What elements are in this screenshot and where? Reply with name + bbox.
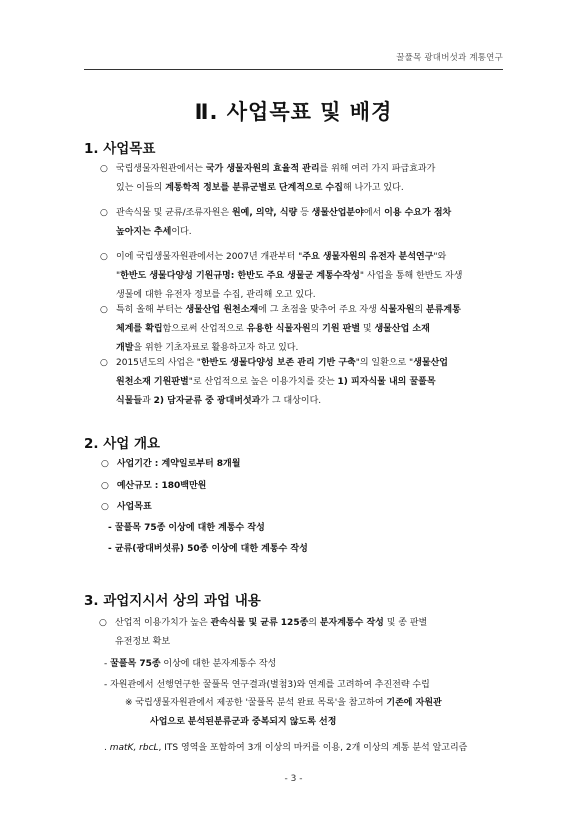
text: 유용한 식물자원	[246, 324, 311, 334]
circle-bullet: ○	[100, 305, 108, 315]
text: 국립생물자원관에서는	[116, 164, 206, 174]
text: 국가 생물자원의 효율적 관리	[205, 164, 320, 174]
circle-bullet: ○	[100, 358, 108, 368]
text: , ITS 영역을 포함하여 3개 이상의 마커를 이용, 2개 이상의 계통 분석 알고리즘	[158, 743, 468, 753]
text: 한반도 생물다양성 보존 관리 기반 구축	[200, 358, 356, 368]
text: 예산규모 : 180백만원	[116, 481, 207, 491]
text: 원예, 의약, 식량	[231, 208, 298, 218]
text: 식물들	[116, 396, 143, 406]
s1-paragraph-5	[100, 354, 509, 411]
text: 사업목표	[116, 502, 152, 512]
text: 주요 생물자원의 유전자 분석연구	[302, 252, 434, 262]
s2-subitem-1: - 꿀풀목 75종 이상에 대한 계통수 작성	[108, 523, 265, 533]
text: " 사업을 통해 한반도 자생	[359, 271, 463, 281]
text: 계통학적 정보를 분류군별로 단계적으로 수집	[165, 183, 343, 193]
s1-paragraph-4	[100, 301, 509, 358]
text: 사업기간 : 계약일로부터 8개월	[116, 459, 241, 469]
text: 해 나가고 있다.	[342, 183, 404, 193]
text: -	[104, 659, 111, 669]
circle-bullet: ○	[101, 459, 109, 469]
text: 생물산업분야	[311, 208, 364, 218]
s3-dash-item-3	[104, 740, 467, 753]
s3-paragraph-1	[99, 614, 510, 652]
text: 과	[142, 396, 154, 406]
text: 등	[297, 208, 312, 218]
text: "로 산업적으로 높은 이용가치를 갖는	[188, 377, 338, 387]
text: 를 위해 여러 가지 파급효과가	[319, 164, 436, 174]
text: 및	[360, 324, 375, 334]
text: 가 그 대상이다.	[260, 396, 322, 406]
circle-bullet: ○	[100, 208, 108, 218]
text: 의	[414, 305, 426, 315]
text: 의	[310, 324, 323, 334]
text: 특히 올해 부터는	[116, 305, 186, 315]
circle-bullet: ○	[101, 502, 109, 512]
text: 을 위한 기초자료로 활용하고자 하고 있다.	[133, 343, 299, 353]
s3-dash-item-2: - 자원관에서 선행연구한 꿀풀목 연구결과(별첨3)와 연계를 고려하여 추진전략 수립	[104, 680, 430, 690]
text: 식물자원	[379, 305, 415, 315]
s1-paragraph-2	[100, 204, 509, 242]
text: 이에 국립생물자원관에서는 2007년 개관부터 "	[116, 252, 303, 262]
text: 생물산업 원천소재	[185, 305, 259, 315]
text: 기존에 자원관	[386, 698, 442, 708]
s3-note	[125, 694, 510, 732]
text: 2015년도의 사업은 "	[116, 358, 201, 368]
text: 기원 판별	[322, 324, 361, 334]
section-heading-1: 1. 사업목표	[84, 141, 156, 157]
text: 관속식물 및 균류 125종	[210, 618, 309, 628]
text: 산업적 이용가치가 높은	[115, 618, 211, 628]
header-divider	[84, 69, 503, 70]
text: 유전정보 확보	[115, 637, 171, 647]
s1-paragraph-3	[100, 248, 509, 305]
s3-dash-item-1	[104, 656, 276, 669]
page-title: Ⅱ. 사업목표 및 배경	[194, 100, 393, 124]
text: 1) 피자식물 내의 꿀풀목	[337, 377, 436, 387]
text: 이다.	[171, 227, 192, 237]
text: .	[104, 743, 110, 753]
text: 분자계통수 작성	[319, 618, 384, 628]
text: 에서	[363, 208, 385, 218]
text: 생물산업	[413, 358, 448, 368]
text: "와	[433, 252, 447, 262]
text: 관속식물 및 균류/조류자원은	[116, 208, 232, 218]
circle-bullet: ○	[99, 618, 107, 628]
text: 한반도 생물다양성 기원규명: 한반도 주요 생물군 계통수작성	[120, 271, 360, 281]
text: 이용 수요가 점차	[384, 208, 452, 218]
text: "의 일환으로 "	[355, 358, 414, 368]
text: 2) 담자균류 중 광대버섯과	[153, 396, 261, 406]
text: 사업으로 분석된분류군과 중복되지 않도록 선정	[150, 717, 337, 727]
text: 의	[308, 618, 320, 628]
text: matK, rbcL	[109, 743, 159, 753]
section-heading-2: 2. 사업 개요	[84, 436, 161, 452]
circle-bullet: ○	[100, 164, 108, 174]
s2-item-goal	[101, 499, 152, 512]
text: 꿀풀목 75종	[110, 659, 161, 669]
text: 체계를 확립	[116, 324, 163, 334]
s1-paragraph-1	[100, 160, 509, 198]
section-heading-3: 3. 과업지시서 상의 과업 내용	[84, 593, 261, 609]
text: 에 그 초점을 맞추어 주요 자생	[258, 305, 380, 315]
circle-bullet: ○	[101, 481, 109, 491]
s2-item-period	[101, 456, 240, 469]
text: ※ 국립생물자원관에서 제공한 '꿀풀목 분석 완료 목록'을 참고하여	[125, 698, 387, 708]
circle-bullet: ○	[100, 252, 108, 262]
text: 개발	[116, 343, 134, 353]
running-header: 꿀풀목 광대버섯과 계통연구	[396, 53, 503, 63]
text: 생물산업 소재	[374, 324, 430, 334]
s2-subitem-2: - 균류(광대버섯류) 50종 이상에 대한 계통수 작성	[108, 544, 308, 554]
text: 있는 이들의	[116, 183, 166, 193]
text: 함으로써 산업적으로	[162, 324, 247, 334]
text: 분류계통	[425, 305, 461, 315]
text: 생물에 대한 유전자 정보를 수집, 관리해 오고 있다.	[116, 290, 316, 300]
text: "	[116, 271, 121, 281]
page-number: - 3 -	[284, 774, 303, 784]
s2-item-budget	[101, 478, 206, 491]
text: 및 종 판별	[383, 618, 428, 628]
text: 원천소재 기원판별	[116, 377, 189, 387]
text: 이상에 대한 분자계통수 작성	[160, 659, 277, 669]
text: 높아지는 추세	[116, 227, 172, 237]
